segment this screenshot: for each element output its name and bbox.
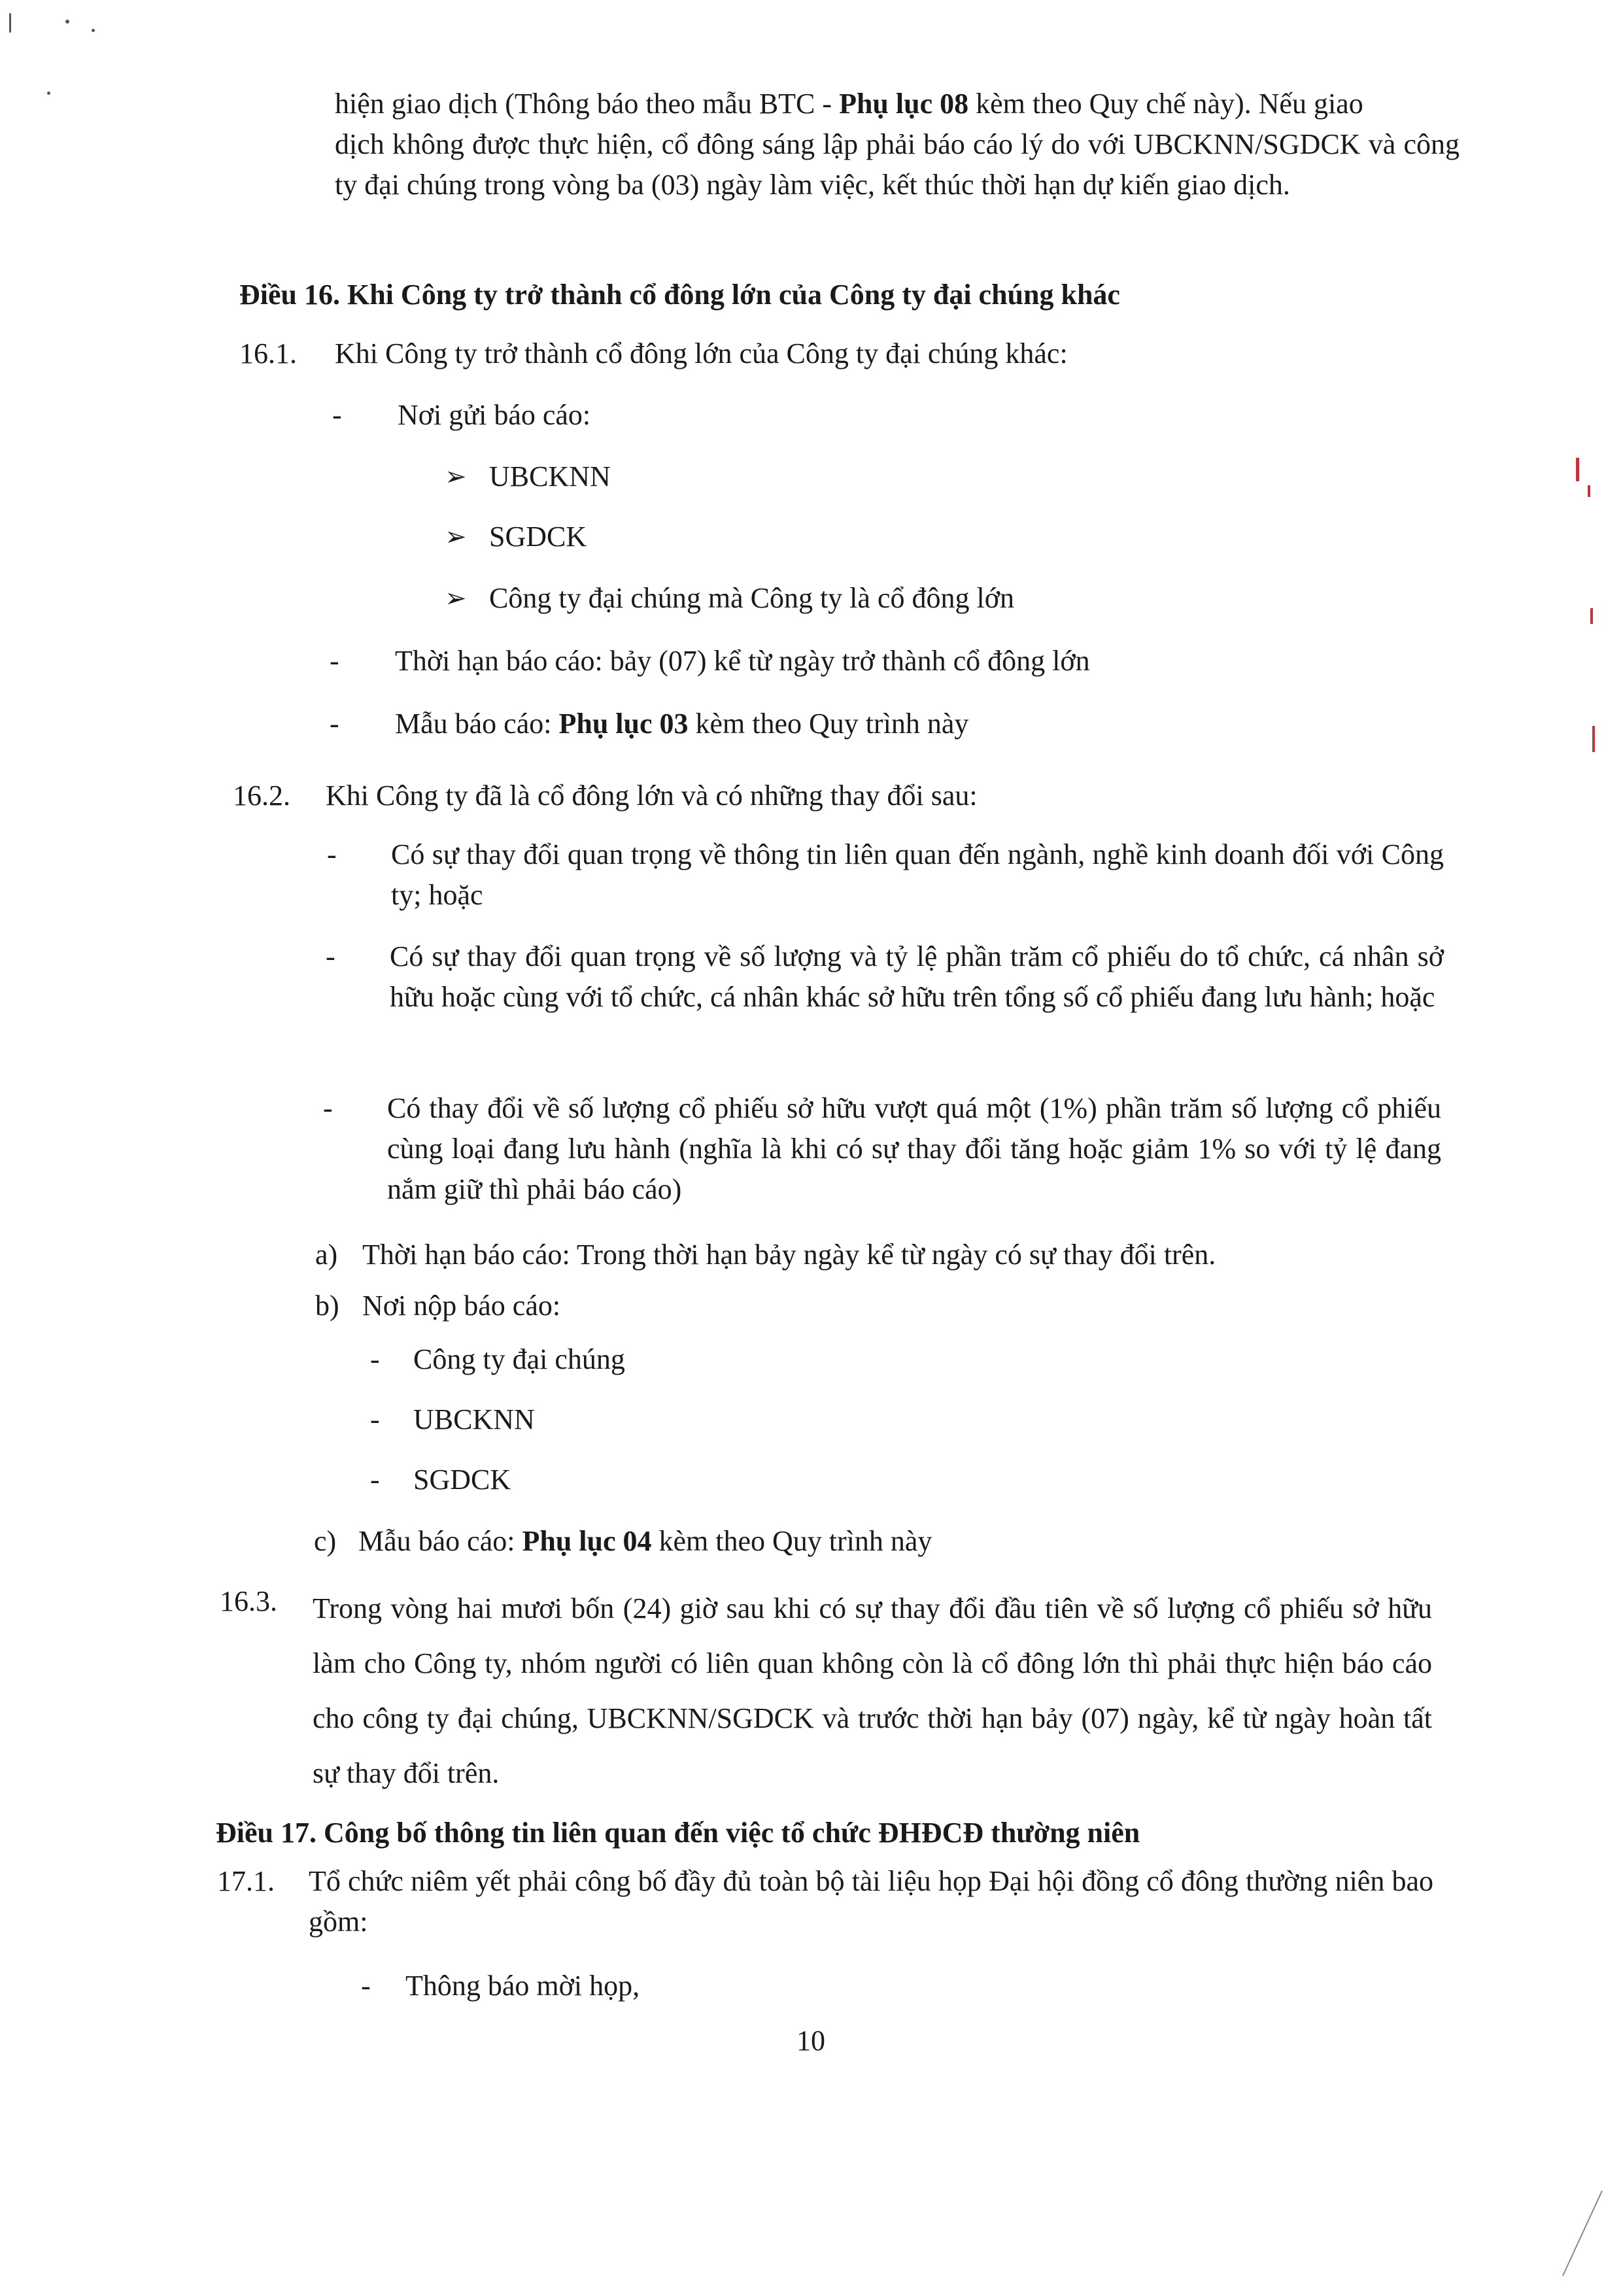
- stamp-edge-mark: [1592, 726, 1595, 752]
- report-form: [395, 704, 968, 744]
- bullet-dash: -: [370, 1343, 380, 1375]
- recipient-item: UBCKNN: [489, 460, 611, 492]
- section-16-1-text: Khi Công ty trở thành cổ đông lớn của Công ty đại chúng khác:: [335, 337, 1068, 369]
- section-16-1-number: 16.1.: [239, 337, 297, 369]
- intro-line-1: [335, 84, 1363, 124]
- report-form-appendix: Phụ lục 03: [558, 708, 689, 740]
- arrow-bullet-icon: ➢: [445, 462, 467, 491]
- section-17-1-text: Tổ chức niêm yết phải công bố đầy đủ toàn bộ tài liệu họp Đại hội đồng cổ đông thường niên bao gồm:: [309, 1865, 1433, 1938]
- change-case: Có sự thay đổi quan trọng về số lượng và tỷ lệ phần trăm cổ phiếu do tổ chức, cá nhân sở hữu hoặc cùng với tổ chức, cá nhân khác sở hữu trên tổng số cổ phiếu đang lưu hành; hoặc: [390, 940, 1444, 1013]
- intro-paragraph: dịch không được thực hiện, cổ đông sáng lập phải báo cáo lý do với UBCKNN/SGDCK và công ty đại chúng trong vòng ba (03) ngày làm việc, kết thúc thời hạn dự kiến giao dịch.: [335, 128, 1460, 201]
- agm-document-item: Thông báo mời họp,: [405, 1970, 640, 2002]
- bullet-dash: -: [332, 399, 342, 431]
- list-label-a: a): [315, 1239, 338, 1271]
- change-case: Có thay đổi về số lượng cổ phiếu sở hữu vượt quá một (1%) phần trăm số lượng cổ phiếu cùng loại đang lưu hành (nghĩa là khi có sự thay đổi tăng hoặc giảm 1% so với tỷ lệ đang nắm giữ thì phải báo cáo): [387, 1092, 1441, 1205]
- change-case: Có sự thay đổi quan trọng về thông tin liên quan đến ngành, nghề kinh doanh đối với Công ty; hoặc: [391, 838, 1444, 911]
- submission-place-item: Công ty đại chúng: [413, 1343, 625, 1375]
- arrow-bullet-icon: ➢: [445, 583, 467, 613]
- report-form-text-b: kèm theo Quy trình này: [688, 708, 969, 740]
- submission-place-label: Nơi nộp báo cáo:: [362, 1290, 561, 1322]
- arrow-bullet-icon: ➢: [445, 522, 467, 551]
- section-16-3-text: Trong vòng hai mươi bốn (24) giờ sau khi có sự thay đổi đầu tiên về số lượng cổ phiếu sở hữu làm cho Công ty, nhóm người có liên quan không còn là cổ đông lớn thì phải thực hiện báo cáo cho công ty đại chúng, UBCKNN/SGDCK và trước thời hạn bảy (07) ngày, kể từ ngày hoàn tất sự thay đổi trên.: [313, 1592, 1432, 1789]
- change-report-deadline: Thời hạn báo cáo: Trong thời hạn bảy ngày kể từ ngày có sự thay đổi trên.: [362, 1239, 1216, 1271]
- list-label-c: c): [314, 1525, 337, 1557]
- page-number: 10: [796, 2025, 825, 2057]
- section-16-3-number: 16.3.: [220, 1585, 277, 1617]
- bullet-dash: -: [326, 940, 335, 972]
- submission-place-item: SGDCK: [413, 1464, 511, 1496]
- scan-speck: [65, 20, 69, 24]
- scan-speck: [9, 13, 11, 33]
- section-16-2-text: Khi Công ty đã là cổ đông lớn và có những thay đổi sau:: [326, 780, 978, 812]
- article-17-heading: Điều 17. Công bố thông tin liên quan đến việc tổ chức ĐHĐCĐ thường niên: [216, 1817, 1140, 1849]
- recipients-label: Nơi gửi báo cáo:: [398, 399, 591, 431]
- scan-speck: [92, 29, 95, 32]
- intro-text-a: hiện giao dịch (Thông báo theo mẫu BTC -: [335, 88, 840, 120]
- bullet-dash: -: [370, 1464, 380, 1496]
- page-fold-line: [1556, 2184, 1609, 2282]
- change-report-form-text-a: Mẫu báo cáo:: [358, 1525, 522, 1557]
- bullet-dash: -: [361, 1970, 371, 2002]
- recipient-item: Công ty đại chúng mà Công ty là cổ đông lớn: [489, 582, 1014, 614]
- list-label-b: b): [315, 1290, 339, 1322]
- intro-text-b: kèm theo Quy chế này). Nếu giao: [968, 88, 1363, 120]
- submission-place-item: UBCKNN: [413, 1403, 535, 1435]
- scan-speck: [47, 92, 50, 95]
- change-report-form: [358, 1521, 932, 1562]
- intro-appendix-ref: Phụ lục 08: [839, 88, 969, 120]
- stamp-edge-mark: [1588, 485, 1590, 497]
- stamp-edge-mark: [1576, 458, 1579, 481]
- article-16-heading: Điều 16. Khi Công ty trở thành cổ đông lớn của Công ty đại chúng khác: [239, 279, 1120, 311]
- report-form-text-a: Mẫu báo cáo:: [395, 708, 559, 740]
- bullet-dash: -: [330, 708, 339, 740]
- change-report-form-text-b: kèm theo Quy trình này: [651, 1525, 932, 1557]
- bullet-dash: -: [370, 1403, 380, 1435]
- section-17-1-number: 17.1.: [217, 1865, 275, 1897]
- section-16-2-number: 16.2.: [233, 780, 290, 812]
- stamp-edge-mark: [1590, 608, 1593, 624]
- bullet-dash: -: [330, 645, 339, 677]
- bullet-dash: -: [323, 1092, 333, 1124]
- recipient-item: SGDCK: [489, 521, 587, 553]
- bullet-dash: -: [327, 838, 337, 870]
- report-deadline: Thời hạn báo cáo: bảy (07) kể từ ngày trở thành cổ đông lớn: [395, 645, 1090, 677]
- change-report-form-appendix: Phụ lục 04: [522, 1525, 652, 1557]
